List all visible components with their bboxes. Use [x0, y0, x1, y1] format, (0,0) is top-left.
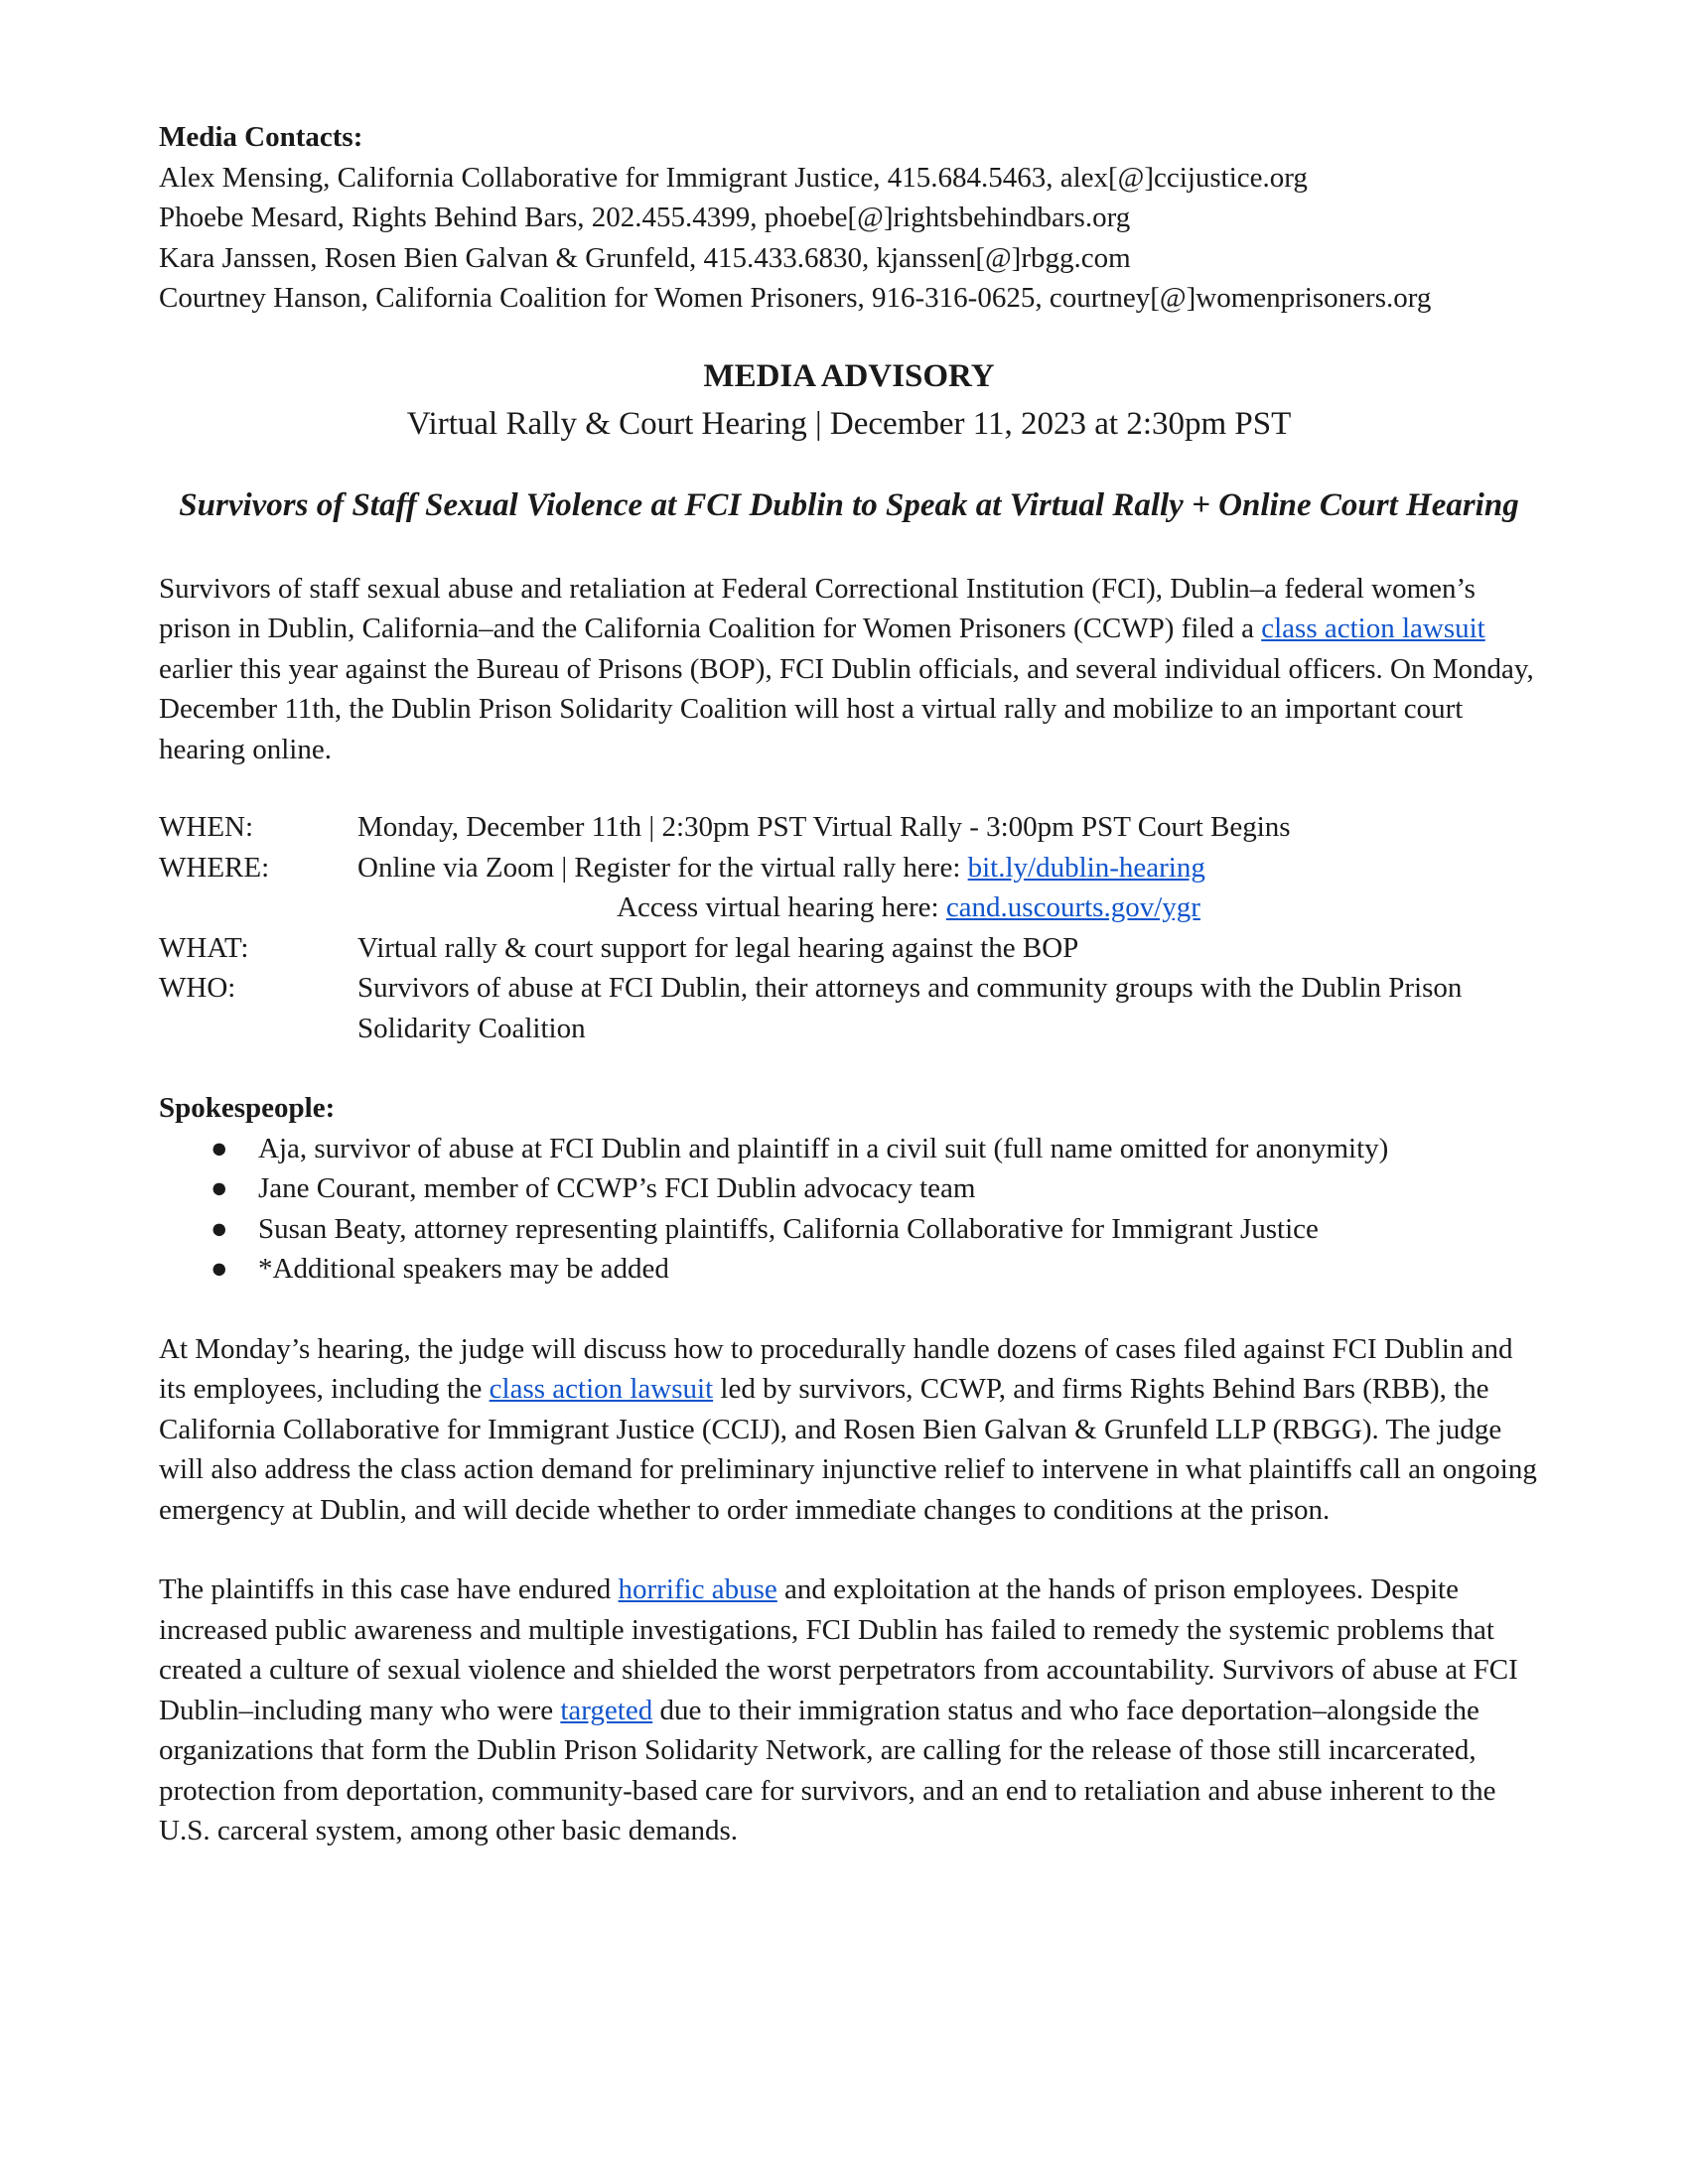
what-row	[159, 928, 1539, 969]
when-label: WHEN:	[159, 811, 254, 843]
who-row	[159, 968, 1539, 1048]
access-text: Access virtual hearing here:	[617, 891, 946, 923]
bullet-icon: ●	[211, 1132, 228, 1164]
access-value	[357, 887, 1539, 928]
media-contacts	[159, 117, 1539, 319]
advisory-title: MEDIA ADVISORY	[703, 357, 995, 394]
intro-text: earlier this year against the Bureau of Prisons (BOP), FCI Dublin officials, and several individual officers. On Monday, December 11th, the Dublin Prison Solidarity Coalition will host a virtual rally and mobilize to an important court hearing online.	[159, 652, 1534, 765]
when-row	[159, 807, 1539, 848]
spokespeople-list	[159, 1129, 1539, 1290]
headline: Survivors of Staff Sexual Violence at FCI Dublin to Speak at Virtual Rally + Online Court Hearing	[179, 486, 1519, 523]
where-value	[357, 848, 1539, 888]
access-row	[159, 887, 1539, 928]
intro-text: Survivors of staff sexual abuse and retaliation at Federal Correctional Institution (FCI), Dublin–a federal women’s prison in Dublin, California–and the California Coalition for Women Prisoners (CCWP) filed a	[159, 572, 1476, 644]
hearing-paragraph: At Monday’s hearing, the judge will discuss how to procedurally handle dozens of cases filed against FCI Dublin and its employees, including the class action lawsuit led by survivors, CCWP, and firms Rights Behind Bars (RBB), the California Collaborative for Immigrant Justice (CCIJ), and Rosen Bien Galvan & Grunfeld LLP (RBGG). The judge will also address the class action demand for preliminary injunctive relief to intervene in what plaintiffs call an ongoing emergency at Dublin, and will decide whether to order immediate changes to conditions at the prison.	[159, 1332, 1537, 1526]
register-link[interactable]: bit.ly/dublin-hearing	[967, 851, 1205, 884]
bullet-icon: ●	[211, 1253, 228, 1285]
horrific-abuse-link[interactable]: horrific abuse	[618, 1573, 777, 1605]
targeted-link[interactable]: targeted	[560, 1694, 653, 1726]
event-details	[159, 807, 1539, 1048]
contact-line: Phoebe Mesard, Rights Behind Bars, 202.455.4399, phoebe[@]rightsbehindbars.org	[159, 202, 1131, 233]
bullet-icon: ●	[211, 1212, 228, 1245]
where-text: Online via Zoom | Register for the virtual rally here:	[357, 851, 968, 884]
list-item: ● *Additional speakers may be added	[159, 1249, 1539, 1290]
media-contacts-heading: Media Contacts:	[159, 121, 363, 153]
what-label: WHAT:	[159, 931, 249, 964]
list-item: ● Aja, survivor of abuse at FCI Dublin and plaintiff in a civil suit (full name omitted for anonymity)	[159, 1129, 1539, 1169]
list-item: ● Jane Courant, member of CCWP’s FCI Dublin advocacy team	[159, 1168, 1539, 1209]
where-row	[159, 848, 1539, 888]
spokespeople-heading: Spokespeople:	[159, 1092, 336, 1124]
advisory-subtitle: Virtual Rally & Court Hearing | December 11, 2023 at 2:30pm PST	[406, 405, 1292, 442]
intro-paragraph	[159, 569, 1539, 770]
class-action-lawsuit-link[interactable]: class action lawsuit	[1261, 613, 1485, 644]
plaintiffs-paragraph: The plaintiffs in this case have endured horrific abuse and exploitation at the hands of prison employees. Despite increased public awareness and multiple investigations, FCI Dublin has failed to remedy the systemic problems that created a culture of sexual violence and shielded the worst perpetrators from accountability. Survivors of abuse at FCI Dublin–including many who were targeted due to their immigration status and who face deportation–alongside the organizations that form the Dublin Prison Solidarity Network, are calling for the release of those still incarcerated, protection from deportation, community-based care for survivors, and an end to retaliation and abuse inherent to the U.S. carceral system, among other basic demands.	[159, 1573, 1518, 1846]
contact-line: Kara Janssen, Rosen Bien Galvan & Grunfeld, 415.433.6830, kjanssen[@]rbgg.com	[159, 241, 1131, 274]
spokespeople-section	[159, 1088, 1539, 1290]
contact-line: Courtney Hanson, California Coalition for Women Prisoners, 916-316-0625, courtney[@]womenprisoners.org	[159, 282, 1432, 314]
hearing-link[interactable]: cand.uscourts.gov/ygr	[945, 891, 1200, 923]
bullet-icon: ●	[211, 1172, 228, 1204]
who-label: WHO:	[159, 972, 236, 1004]
where-label: WHERE:	[159, 851, 270, 884]
class-action-lawsuit-link[interactable]: class action lawsuit	[489, 1373, 714, 1405]
who-value: Survivors of abuse at FCI Dublin, their attorneys and community groups with the Dublin Prison Solidarity Coalition	[357, 972, 1463, 1044]
contact-line: Alex Mensing, California Collaborative for Immigrant Justice, 415.684.5463, alex[@]ccijustice.org	[159, 161, 1308, 194]
list-item: ● Susan Beaty, attorney representing plaintiffs, California Collaborative for Immigrant Justice	[159, 1209, 1539, 1250]
document-body	[159, 117, 1539, 1851]
when-value: Monday, December 11th | 2:30pm PST Virtual Rally - 3:00pm PST Court Begins	[357, 811, 1291, 843]
what-value: Virtual rally & court support for legal hearing against the BOP	[357, 931, 1079, 964]
